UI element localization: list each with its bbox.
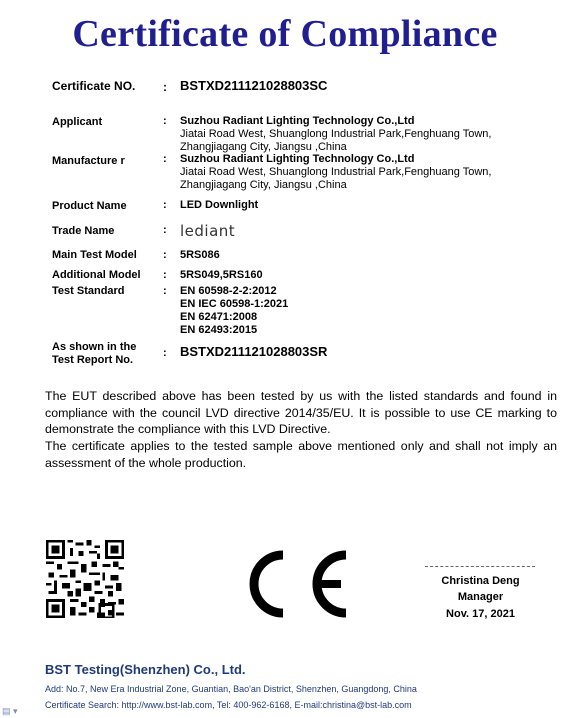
- signature-line: [425, 566, 535, 567]
- certificate-no-label: Certificate NO.: [52, 79, 136, 93]
- colon: :: [163, 115, 167, 127]
- issuer-company: BST Testing(Shenzhen) Co., Ltd.: [45, 662, 246, 677]
- test-standard-item: EN 60598-2-2:2012: [180, 285, 277, 297]
- applicant-label: Applicant: [52, 116, 103, 128]
- ce-mark-icon: [243, 545, 355, 623]
- test-standard-item: EN IEC 60598-1:2021: [180, 298, 289, 310]
- additional-model-label: Additional Model: [52, 269, 141, 281]
- lediant-logo: lediant: [180, 222, 236, 240]
- document-icon: ▤ ▾: [2, 706, 18, 716]
- main-test-model-value: 5RS086: [180, 249, 220, 261]
- test-standard-item: EN 62471:2008: [180, 311, 258, 323]
- issuer-contact: Certificate Search: http://www.bst-lab.com, Tel: 400-962-6168, E-mail:christina@bst-lab.com: [45, 700, 412, 710]
- manufacturer-label: Manufacture r: [52, 155, 125, 167]
- colon: :: [163, 285, 167, 297]
- statement-paragraph-2: The certificate applies to the tested sample above mentioned only and shall not imply an assessment of the whole production.: [45, 439, 557, 470]
- applicant-name: Suzhou Radiant Lighting Technology Co.,Ltd: [180, 115, 415, 127]
- certificate-date: Nov. 17, 2021: [446, 608, 515, 620]
- test-standard-item: EN 62493:2015: [180, 324, 258, 336]
- certificate-no-value: BSTXD211121028803SC: [180, 78, 328, 93]
- qr-code-icon: [46, 540, 124, 618]
- additional-model-value: 5RS049,5RS160: [180, 269, 263, 281]
- issuer-address: Add: No.7, New Era Industrial Zone, Guantian, Bao'an District, Shenzhen, Guangdong, China: [45, 684, 417, 694]
- certificate-title: Certificate of Compliance: [72, 13, 498, 55]
- product-name-value: LED Downlight: [180, 199, 259, 211]
- statement-paragraph-1: The EUT described above has been tested by us with the listed standards and found in compliance with the council LVD directive 2014/35/EU. It is possible to use CE marking to demonstrate the compliance with this LVD Directive.: [45, 389, 557, 436]
- report-label-line1: As shown in the: [52, 341, 137, 353]
- colon: :: [163, 269, 167, 281]
- main-test-model-label: Main Test Model: [52, 249, 137, 261]
- signatory-title: Manager: [457, 591, 504, 603]
- report-no-value: BSTXD211121028803SR: [180, 344, 328, 359]
- colon: :: [163, 249, 167, 261]
- manufacturer-address-1: Jiatai Road West, Shuanglong Industrial Park,Fenghuang Town,: [180, 166, 492, 178]
- colon: :: [163, 153, 167, 165]
- applicant-address-1: Jiatai Road West, Shuanglong Industrial Park,Fenghuang Town,: [180, 128, 492, 140]
- colon: :: [163, 347, 167, 359]
- colon: :: [163, 224, 167, 236]
- manufacturer-name: Suzhou Radiant Lighting Technology Co.,Ltd: [180, 153, 415, 165]
- colon: :: [163, 80, 167, 94]
- trade-name-label: Trade Name: [52, 225, 115, 237]
- applicant-address-2: Zhangjiagang City, Jiangsu ,China: [180, 141, 347, 153]
- signatory-name: Christina Deng: [441, 575, 520, 587]
- colon: :: [163, 199, 167, 211]
- product-name-label: Product Name: [52, 200, 127, 212]
- report-label-line2: Test Report No.: [52, 354, 134, 366]
- test-standard-label: Test Standard: [52, 285, 125, 297]
- manufacturer-address-2: Zhangjiagang City, Jiangsu ,China: [180, 179, 347, 191]
